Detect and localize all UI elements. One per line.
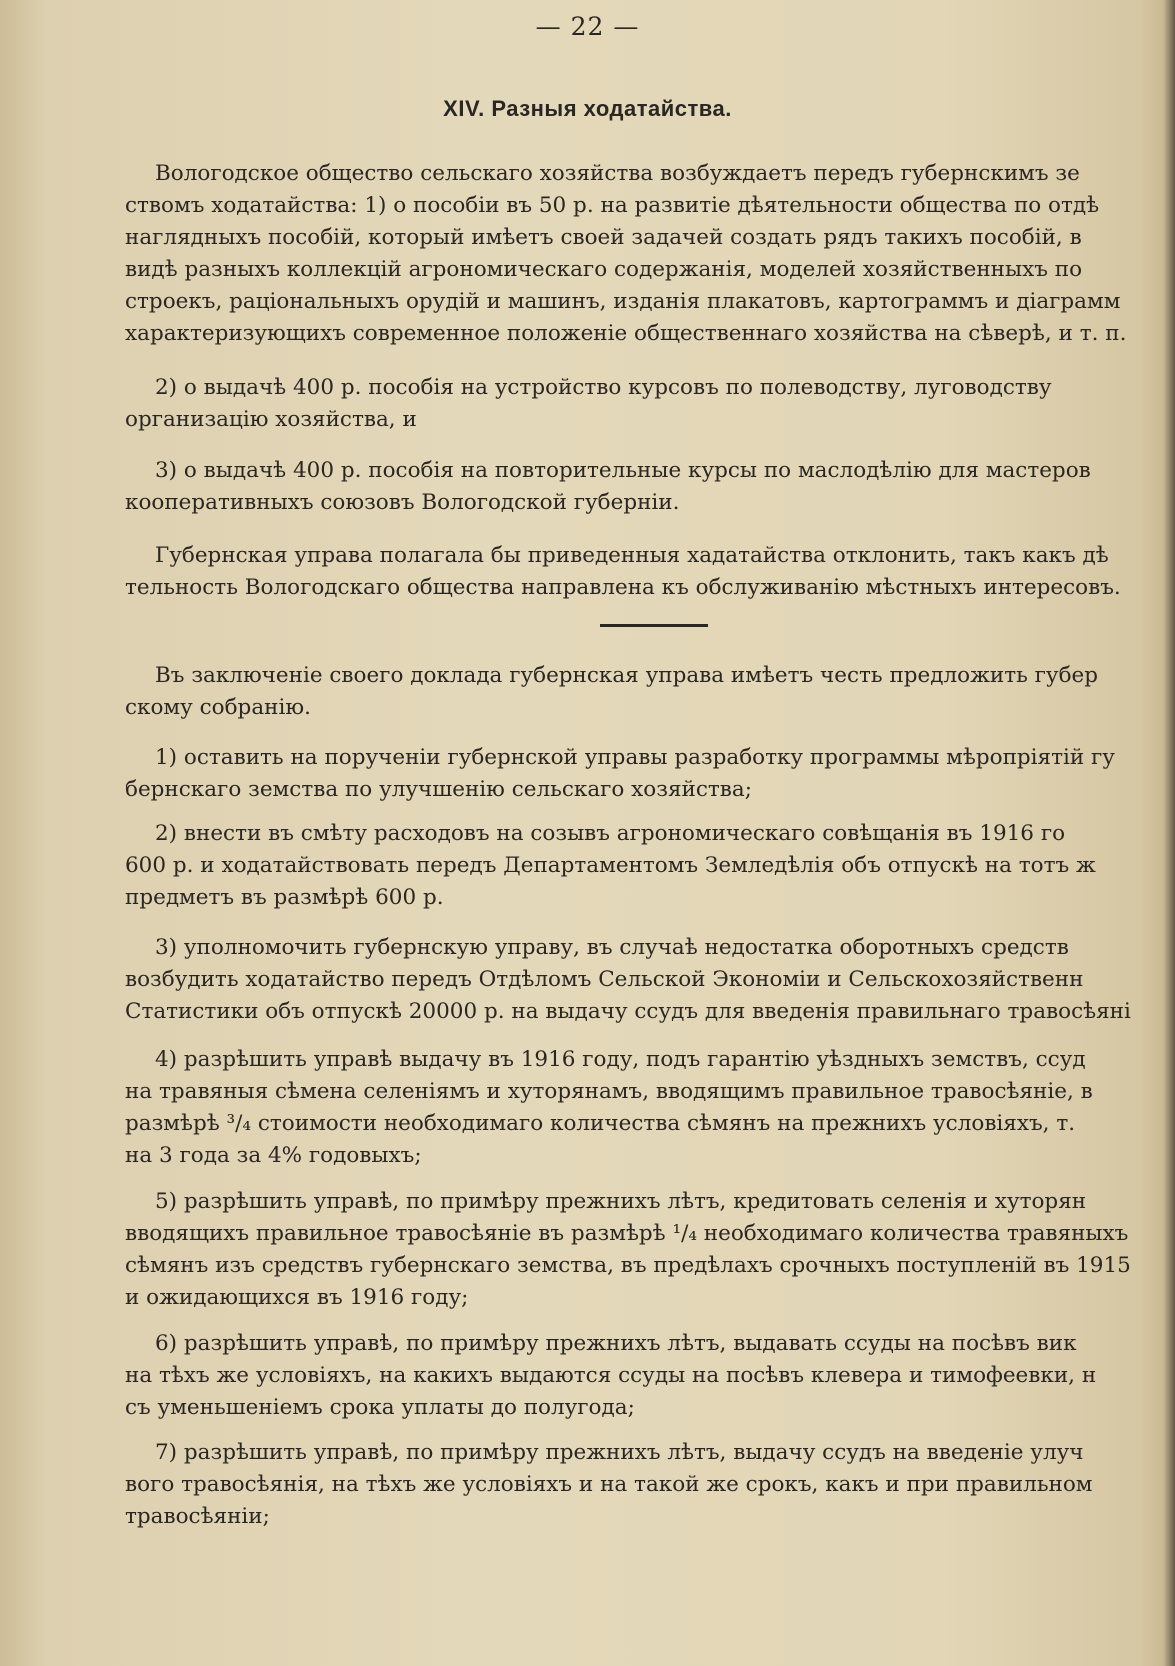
text-line: видѣ разныхъ коллекцій агрономическаго содержанія, моделей хозяйственныхъ по — [125, 257, 1083, 282]
text-line: 2) внести въ смѣту расходовъ на созывъ агрономическаго совѣщанія въ 1916 го — [155, 821, 1066, 846]
text-line: строекъ, раціональныхъ орудій и машинъ, изданія плакатовъ, картограммъ и діаграмм — [125, 289, 1121, 314]
proposal-item-1 — [125, 742, 1175, 806]
text-line: 1) оставить на порученіи губернской управы разработку программы мѣропріятій гу — [155, 745, 1115, 770]
proposal-item-6 — [125, 1328, 1175, 1424]
text-line: вводящихъ правильное травосѣяніе въ размѣрѣ ¹/₄ необходимаго количества травяныхъ — [125, 1221, 1129, 1246]
text-line: съ уменьшеніемъ срока уплаты до полугода; — [125, 1395, 635, 1420]
text-line: 600 р. и ходатайствовать передъ Департаментомъ Земледѣлія объ отпускѣ на тотъ ж — [125, 853, 1096, 878]
text-line: 2) о выдачѣ 400 р. пособія на устройство курсовъ по полеводству, луговодству — [155, 375, 1052, 400]
proposal-item-2 — [125, 818, 1175, 914]
text-line: 6) разрѣшить управѣ, по примѣру прежнихъ лѣтъ, выдавать ссуды на посѣвъ вик — [155, 1331, 1077, 1356]
text-line: кооперативныхъ союзовъ Вологодской губерніи. — [125, 490, 680, 515]
paragraph-request-2 — [125, 372, 1175, 436]
text-line: Губернская управа полагала бы приведенныя хадатайства отклонить, такъ какъ дѣ — [155, 543, 1109, 568]
text-line: организацію хозяйства, и — [125, 407, 417, 432]
text-line: 7) разрѣшить управѣ, по примѣру прежнихъ лѣтъ, выдачу ссудъ на введеніе улуч — [155, 1440, 1084, 1465]
paragraph-intro — [125, 158, 1175, 350]
text-line: 3) уполномочить губернскую управу, въ случаѣ недостатка оборотныхъ средств — [155, 935, 1069, 960]
text-line: ствомъ ходатайства: 1) о пособіи въ 50 р. на развитіе дѣятельности общества по отдѣ — [125, 193, 1100, 218]
text-line: возбудить ходатайство передъ Отдѣломъ Сельской Экономіи и Сельскохозяйственн — [125, 967, 1084, 992]
section-divider — [600, 624, 708, 627]
text-line: Статистики объ отпускѣ 20000 р. на выдачу ссудъ для введенія правильнаго травосѣяні — [125, 999, 1131, 1024]
text-line: травосѣяніи; — [125, 1504, 270, 1529]
text-line: 3) о выдачѣ 400 р. пособія на повторительные курсы по маслодѣлію для мастеров — [155, 458, 1091, 483]
section-title: XIV. Разныя ходатайства. — [443, 96, 732, 121]
paragraph-request-3 — [125, 455, 1175, 519]
text-line: и ожидающихся въ 1916 году; — [125, 1285, 469, 1310]
text-line: вого травосѣянія, на тѣхъ же условіяхъ и на такой же срокъ, какъ и при правильном — [125, 1472, 1093, 1497]
paragraph-decision — [125, 540, 1175, 604]
text-line: наглядныхъ пособій, который имѣетъ своей задачей создать рядъ такихъ пособій, в — [125, 225, 1082, 250]
proposal-item-5 — [125, 1186, 1175, 1314]
proposal-item-7 — [125, 1437, 1175, 1533]
text-line: бернскаго земства по улучшенію сельскаго хозяйства; — [125, 777, 752, 802]
text-line: скому собранію. — [125, 695, 311, 720]
text-line: на травяныя сѣмена селеніямъ и хуторянамъ, вводящимъ правильное травосѣяніе, в — [125, 1079, 1093, 1104]
text-line: характеризующихъ современное положеніе общественнаго хозяйства на сѣверѣ, и т. п. — [125, 321, 1127, 346]
text-line: Въ заключеніе своего доклада губернская управа имѣетъ честь предложить губер — [155, 663, 1099, 688]
proposal-item-3 — [125, 932, 1175, 1028]
text-line: 4) разрѣшить управѣ выдачу въ 1916 году, подъ гарантію уѣздныхъ земствъ, ссуд — [155, 1047, 1086, 1072]
text-line: 5) разрѣшить управѣ, по примѣру прежнихъ лѣтъ, кредитовать селенія и хуторян — [155, 1189, 1087, 1214]
text-line: Вологодское общество сельскаго хозяйства возбуждаетъ передъ губернскимъ зе — [155, 161, 1080, 186]
text-line: сѣмянъ изъ средствъ губернскаго земства, въ предѣлахъ срочныхъ поступленій въ 1915 — [125, 1253, 1131, 1278]
paragraph-conclusion — [125, 660, 1175, 724]
text-line: размѣрѣ ³/₄ стоимости необходимаго количества сѣмянъ на прежнихъ условіяхъ, т. — [125, 1111, 1076, 1136]
page-edge-shadow — [1163, 0, 1175, 1666]
proposal-item-4 — [125, 1044, 1175, 1172]
text-line: на тѣхъ же условіяхъ, на какихъ выдаются ссуды на посѣвъ клевера и тимофеевки, н — [125, 1363, 1097, 1388]
text-line: предметъ въ размѣрѣ 600 р. — [125, 885, 444, 910]
text-line: тельность Вологодскаго общества направлена къ обслуживанію мѣстныхъ интересовъ. — [125, 575, 1121, 600]
text-line: на 3 года за 4% годовыхъ; — [125, 1143, 422, 1168]
page-number: — 22 — — [535, 12, 640, 41]
